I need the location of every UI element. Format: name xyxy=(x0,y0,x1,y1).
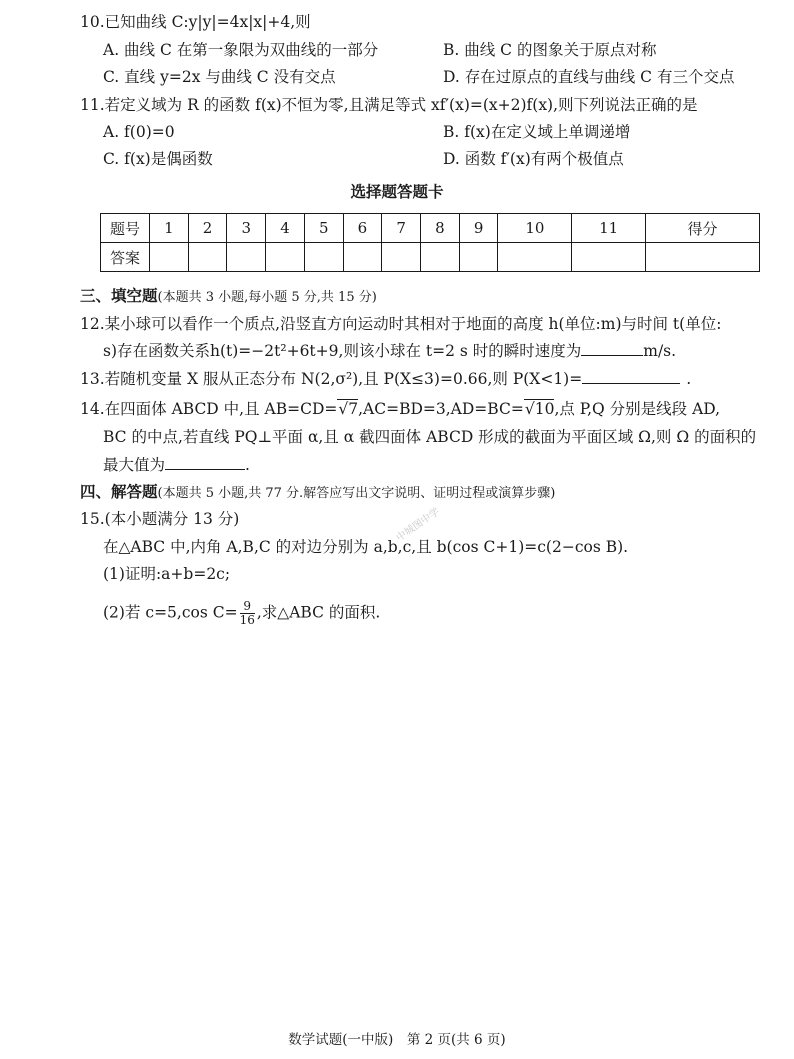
section-3-title: 三、填空题 xyxy=(80,286,158,305)
answer-cell xyxy=(572,243,646,272)
q15-part2-text: (2)若 c=5,cos C= xyxy=(103,603,238,622)
answer-card-table xyxy=(100,213,760,272)
answer-cell xyxy=(382,243,421,272)
q14-text-max: 最大值为 xyxy=(103,456,166,474)
cell-number: 1 xyxy=(150,214,189,243)
answer-cell xyxy=(498,243,572,272)
q15-line1: 在△ABC 中,内角 A,B,C 的对边分别为 a,b,c,且 b(cos C+1)=c(2−cos B). xyxy=(103,538,629,556)
q15-part2 xyxy=(103,600,380,627)
q12-unit: m/s. xyxy=(643,342,677,360)
q10-option-c: C. 直线 y=2x 与曲线 C 没有交点 xyxy=(103,68,336,86)
q10-option-d: D. 存在过原点的直线与曲线 C 有三个交点 xyxy=(443,68,735,86)
cell-number: 11 xyxy=(572,214,646,243)
q11-option-c: C. f(x)是偶函数 xyxy=(103,150,213,168)
answer-cell xyxy=(304,243,343,272)
q14-line3 xyxy=(103,455,250,475)
cell-number: 2 xyxy=(188,214,227,243)
q14-line2: BC 的中点,若直线 PQ⊥平面 α,且 α 截四面体 ABCD 形成的截面为平面区域 Ω,则 Ω 的面积的 xyxy=(103,428,757,446)
cell-number: 8 xyxy=(421,214,460,243)
score-cell xyxy=(646,243,760,272)
fraction-denominator: 16 xyxy=(239,613,255,627)
answer-card-number-row xyxy=(101,214,760,243)
page-footer: 数学试题(一中版) 第 2 页(共 6 页) xyxy=(288,1032,506,1048)
q13-line xyxy=(80,369,691,389)
answer-cell xyxy=(343,243,382,272)
q15-part2-end: ,求△ABC 的面积. xyxy=(256,603,381,622)
q12-answer-blank xyxy=(581,341,643,356)
answer-cell xyxy=(188,243,227,272)
cell-number: 9 xyxy=(459,214,498,243)
q11-option-d: D. 函数 f′(x)有两个极值点 xyxy=(443,150,624,168)
q15-head: 15.(本小题满分 13 分) xyxy=(80,510,240,528)
q14-answer-blank xyxy=(165,455,245,470)
q14-text-b: ,AC=BD=3,AD=BC= xyxy=(358,400,524,418)
q13-answer-blank xyxy=(582,369,680,384)
cell-number: 6 xyxy=(343,214,382,243)
cell-label-score: 得分 xyxy=(646,214,760,243)
answer-cell xyxy=(421,243,460,272)
q12-line2 xyxy=(103,341,676,361)
cell-number: 4 xyxy=(266,214,305,243)
answer-card-title: 选择题答题卡 xyxy=(350,182,444,201)
q11-option-b: B. f(x)在定义域上单调递增 xyxy=(443,123,631,141)
answer-cell xyxy=(459,243,498,272)
section-4-title: 四、解答题 xyxy=(80,482,158,501)
answer-cell xyxy=(266,243,305,272)
q11-stem: 11.若定义域为 R 的函数 f(x)不恒为零,且满足等式 xf′(x)=(x+2)f(x),则下列说法正确的是 xyxy=(80,96,698,114)
section-4-heading xyxy=(80,482,555,504)
section-4-note: (本题共 5 小题,共 77 分.解答应写出文字说明、证明过程或演算步骤) xyxy=(157,486,556,501)
answer-card-answer-row xyxy=(101,243,760,272)
q10-option-b: B. 曲线 C 的图象关于原点对称 xyxy=(443,41,657,59)
answer-cell xyxy=(227,243,266,272)
q15-part1: (1)证明:a+b=2c; xyxy=(103,565,231,583)
sqrt-7: √7 xyxy=(338,400,359,418)
q12-text: s)存在函数关系h(t)=−2t²+6t+9,则该小球在 t=2 s 时的瞬时速度为 xyxy=(103,342,582,360)
fraction-numerator: 9 xyxy=(240,600,255,614)
cell-number: 3 xyxy=(227,214,266,243)
q10-stem: 10.已知曲线 C:y|y|=4x|x|+4,则 xyxy=(80,13,311,31)
q14-text-c: ,点 P,Q 分别是线段 AD, xyxy=(554,400,721,418)
cell-number: 10 xyxy=(498,214,572,243)
cell-label-number: 题号 xyxy=(101,214,150,243)
answer-cell xyxy=(150,243,189,272)
q10-option-a: A. 曲线 C 在第一象限为双曲线的一部分 xyxy=(103,41,379,59)
q14-end: . xyxy=(245,456,250,474)
q12-line1: 12.某小球可以看作一个质点,沿竖直方向运动时其相对于地面的高度 h(单位:m)与时间 t(单位: xyxy=(80,315,722,333)
cell-number: 5 xyxy=(304,214,343,243)
q13-text: 13.若随机变量 X 服从正态分布 N(2,σ²),且 P(X≤3)=0.66,则 P(X<1)= xyxy=(80,370,583,388)
fraction-9-16 xyxy=(240,600,255,627)
section-3-note: (本题共 3 小题,每小题 5 分,共 15 分) xyxy=(157,290,377,305)
sqrt-10: √10 xyxy=(524,400,555,418)
cell-number: 7 xyxy=(382,214,421,243)
q14-line1 xyxy=(80,399,720,419)
watermark: 中城图中学 xyxy=(394,506,442,544)
cell-label-answer: 答案 xyxy=(101,243,150,272)
q14-text-a: 14.在四面体 ABCD 中,且 AB=CD= xyxy=(80,400,338,418)
q13-end: . xyxy=(686,370,692,388)
section-3-heading xyxy=(80,286,377,308)
q11-option-a: A. f(0)=0 xyxy=(103,123,175,141)
